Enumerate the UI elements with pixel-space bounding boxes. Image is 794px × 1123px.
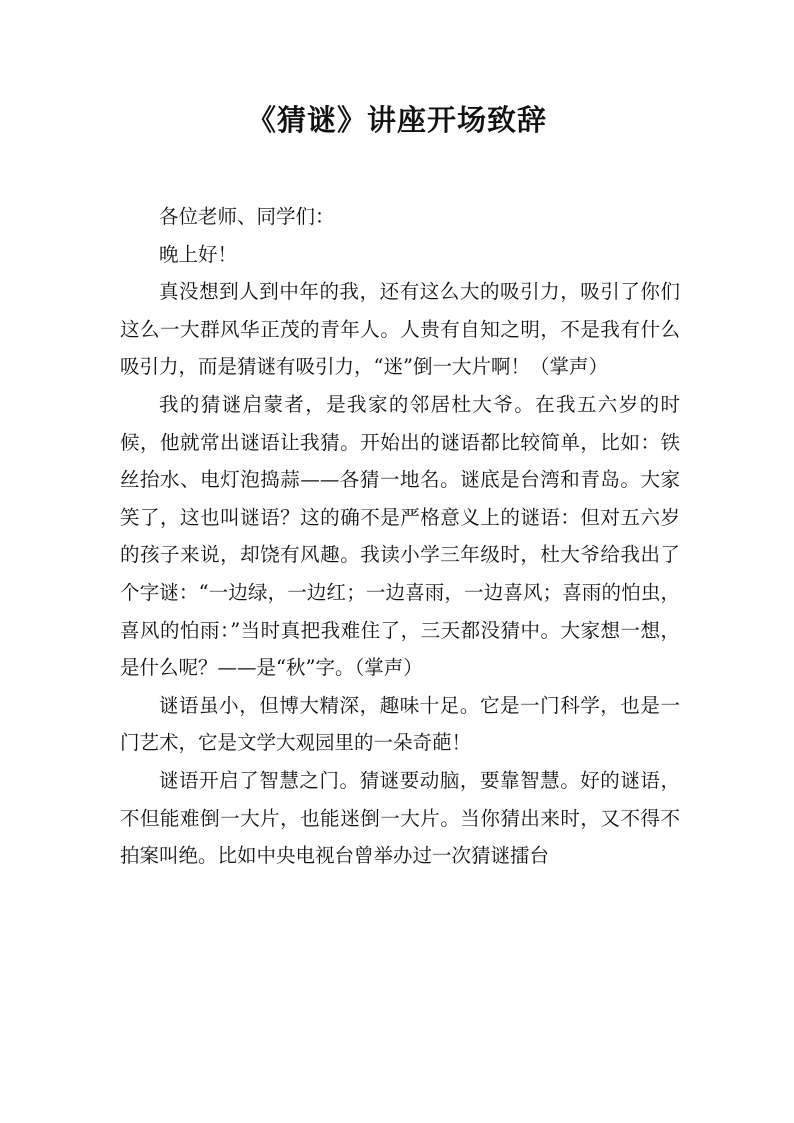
greeting-paragraph: 晚上好！ <box>159 242 238 266</box>
body-paragraph: 谜语开启了智慧之门。猜谜要动脑，要靠智慧。好的谜语，不但能难倒一大片，也能迷倒一大片。当你猜出来时，又不得不拍案叫绝。比如中央电视台曾举办过一次猜谜擂台 <box>120 768 680 868</box>
body-paragraph: 我的猜谜启蒙者，是我家的邻居杜大爷。在我五六岁的时候，他就常出谜语让我猜。开始出的谜语都比较简单，比如：铁丝抬水、电灯泡捣蒜——各猜一地名。谜底是台湾和青岛。大家笑了，这也叫谜语？这的确不是严格意义上的谜语：但对五六岁的孩子来说，却饶有风趣。我读小学三年级时，杜大爷给我出了个字谜：“一边绿，一边红；一边喜雨，一边喜风；喜雨的怕虫，喜风的怕雨：”当时真把我难住了，三天都没猜中。大家想一想，是什么呢？——是“秋”字。（掌声） <box>120 392 680 680</box>
body-paragraph: 真没想到人到中年的我，还有这么大的吸引力，吸引了你们这么一大群风华正茂的青年人。人贵有自知之明，不是我有什么吸引力，而是猜谜有吸引力，“迷”倒一大片啊！（掌声） <box>120 280 680 379</box>
body-paragraph: 谜语虽小，但博大精深，趣味十足。它是一门科学，也是一门艺术，它是文学大观园里的一朵奇葩！ <box>120 693 680 755</box>
document-title: 《猜谜》讲座开场致辞 <box>246 103 547 137</box>
salutation-paragraph: 各位老师、同学们： <box>159 205 335 228</box>
document-body <box>120 198 680 875</box>
